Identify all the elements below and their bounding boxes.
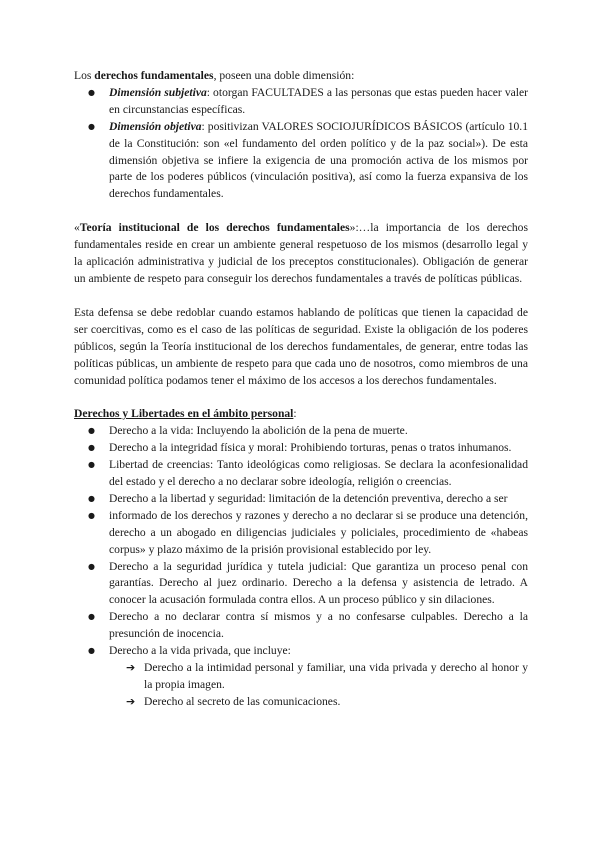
dimension-text: : otorgan FACULTADES a las personas que estas pueden hacer valer en circunstancias específicas.	[109, 85, 528, 116]
theory-paragraph	[74, 220, 528, 288]
list-item: ● Derecho a la integridad física y moral: Prohibiendo torturas, penas o tratos inhumanos.	[74, 440, 528, 457]
arrow-icon: ➔	[126, 694, 136, 708]
dimension-term: Dimensión objetiva	[109, 119, 202, 133]
sub-list-item-text: Derecho al secreto de las comunicaciones.	[144, 694, 341, 708]
list-item: ● informado de los derechos y razones y derecho a no declarar si se produce una detención, derecho a un abogado en diligencias judiciales y policiales, procedimiento de «habeas corpus» y plazo máximo de la prisión provisional establecido por ley.	[74, 508, 528, 559]
theory-open-quote: «	[74, 221, 80, 235]
intro-suffix: , poseen una doble dimensión:	[213, 69, 355, 82]
document-body	[74, 68, 528, 711]
personal-heading-colon: :	[293, 407, 297, 421]
sub-list-item	[74, 660, 528, 694]
arrow-icon: ➔	[126, 661, 136, 674]
dimension-item-subjective	[74, 85, 528, 119]
defense-paragraph: Esta defensa se debe redoblar cuando estamos hablando de políticas que tienen la capacidad de ser coercitivas, como es el caso de las políticas de seguridad. Existe la obligación de los poderes públicos, según la Teoría institucional de los derechos fundamentales, de generar, entre todas las políticas públicas, un ambiente de respeto para que cada uno de nosotros, como miembros de una comunidad política podamos tener el máximo de los accesos a los derechos fundamentales.	[74, 305, 528, 387]
list-item: ● Libertad de creencias: Tanto ideológicas como religiosas. Se declara la aconfesionalidad del estado y el derecho a no declarar sobre ideología, religión o creencias.	[74, 457, 528, 491]
dimension-item-objective	[74, 119, 528, 204]
theory-close-quote: »	[349, 221, 356, 235]
list-item: ● Derecho a la libertad y seguridad: limitación de la detención preventiva, derecho a ser	[74, 491, 528, 508]
dimension-text: : positivizan VALORES SOCIOJURÍDICOS BÁSICOS (artículo 10.1 de la Constitución: son «el fundamento del orden político y de la paz social»). De esta dimensión objetiva se infiere la exigencia de una promoción activa de los mismos por parte de los poderes públicos (vinculación positiva), así como la fuerza expansiva de los derechos fundamentales.	[109, 119, 529, 201]
intro-paragraph	[74, 68, 528, 85]
sub-list-item-text: Derecho a la intimidad personal y familiar, una vida privada y derecho al honor y la propia imagen.	[144, 661, 528, 691]
spacer	[74, 288, 528, 305]
list-item: ● Derecho a la vida privada, que incluye:	[74, 643, 528, 660]
personal-rights-list	[74, 423, 528, 710]
theory-text: :…la importancia de los derechos fundamentales reside en crear un ambiente general respetuoso de los mismos (desarrollo legal y la aplicación administrativa y judicial de los preceptos constitucionales). Obligación de generar un ambiente de respeto para conseguir los derechos fundamentales a través de políticas públicas.	[74, 221, 528, 285]
personal-heading	[74, 406, 528, 423]
intro-prefix: Los	[74, 69, 95, 82]
dimension-term: Dimensión subjetiva	[109, 85, 207, 99]
list-item: ● Derecho a la seguridad jurídica y tutela judicial: Que garantiza un proceso penal con garantías. Derecho al juez ordinario. Derecho a la defensa y asistencia de letrado. A conocer la acusación formulada contra ellos. A un proceso público y sin dilaciones.	[74, 559, 528, 610]
intro-bold-term: derechos fundamentales	[94, 69, 214, 82]
spacer	[74, 389, 528, 406]
spacer	[74, 203, 528, 220]
sub-list-item	[74, 694, 528, 711]
list-item: ● Derecho a la vida: Incluyendo la abolición de la pena de muerte.	[74, 423, 528, 440]
list-item: ● Derecho a no declarar contra sí mismos y a no confesarse culpables. Derecho a la presunción de inocencia.	[74, 609, 528, 643]
dimensions-list	[74, 85, 528, 203]
personal-heading-text: Derechos y Libertades en el ámbito personal	[74, 407, 294, 421]
theory-bold-term: Teoría institucional de los derechos fundamentales	[79, 221, 350, 235]
